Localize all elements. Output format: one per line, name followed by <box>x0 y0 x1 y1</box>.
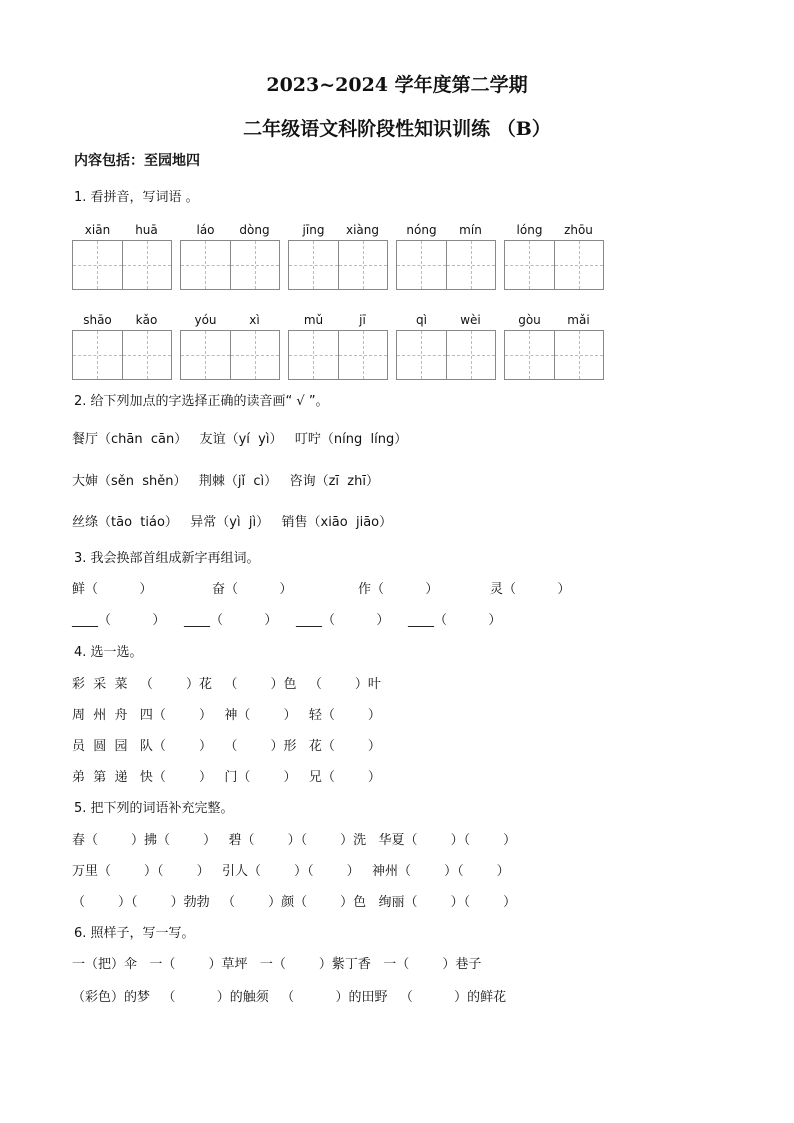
pinyin-label: mǎi <box>567 313 590 327</box>
pinyin-label: jīng <box>302 223 325 237</box>
pinyin-label: huā <box>135 223 158 237</box>
q3-char: 鲜（ ） <box>72 582 153 597</box>
writing-grid[interactable] <box>72 240 172 290</box>
q2-line: 餐厅（chān cān） 友谊（yí yì） 叮咛（níng líng） <box>72 432 408 447</box>
pinyin-label: wèi <box>460 313 481 327</box>
pinyin-label: nóng <box>406 223 437 237</box>
q5-line: 春（ ）拂（ ） 碧（ ）（ ）洗 华夏（ ）（ ） <box>72 833 517 848</box>
q5-line: 万里（ ）（ ） 引人（ ）（ ） 神州（ ）（ ） <box>72 864 510 879</box>
q4-line: 彩 采 菜 （ ）花 （ ）色 （ ）叶 <box>72 677 381 692</box>
content-scope: 内容包括：至园地四 <box>74 153 200 169</box>
q6-line: 一（把）伞 一（ ）草坪 一（ ）紫丁香 一（ ）巷子 <box>72 957 482 972</box>
pinyin-label: xiàng <box>345 223 379 237</box>
q4-line: 员 圆 园 队（ ） （ ）形 花（ ） <box>72 739 381 754</box>
writing-grid[interactable] <box>180 330 280 380</box>
pinyin-label: láo <box>196 223 215 237</box>
pinyin-label: zhōu <box>564 223 593 237</box>
pinyin-label: lóng <box>516 223 543 237</box>
pinyin-label: shāo <box>83 313 112 327</box>
pinyin-label: mǔ <box>303 313 324 327</box>
page-title-test: 二年级语文科阶段性知识训练 （B） <box>243 118 551 140</box>
q6-label: 6. 照样子，写一写。 <box>74 926 195 941</box>
q3-char: 作（ ） <box>358 582 439 597</box>
pinyin-label: dòng <box>239 223 270 237</box>
pinyin-label: gòu <box>518 313 541 327</box>
writing-grid[interactable] <box>72 330 172 380</box>
q3-blank: ____（ ） <box>408 613 502 628</box>
writing-grid[interactable] <box>180 240 280 290</box>
q2-line: 大婶（sěn shěn） 荆棘（jǐ cì） 咨询（zī zhī） <box>72 474 379 489</box>
q1-label: 1. 看拼音，写词语 。 <box>74 190 199 205</box>
page-title-year: 2023~2024 学年度第二学期 <box>266 74 528 96</box>
q4-line: 周 州 舟 四（ ） 神（ ） 轻（ ） <box>72 708 381 723</box>
q3-char: 灵（ ） <box>490 582 571 597</box>
writing-grid[interactable] <box>288 330 388 380</box>
q3-label: 3. 我会换部首组成新字再组词。 <box>74 551 260 566</box>
q3-blank: ____（ ） <box>72 613 166 628</box>
q6-line: （彩色）的梦 （ ）的触须 （ ）的田野 （ ）的鲜花 <box>72 990 507 1005</box>
pinyin-label: kǎo <box>135 313 158 327</box>
q2-label: 2. 给下列加点的字选择正确的读音画“ √ ”。 <box>74 394 329 409</box>
pinyin-label: xiān <box>84 223 111 237</box>
writing-grid[interactable] <box>396 330 496 380</box>
q5-label: 5. 把下列的词语补充完整。 <box>74 801 234 816</box>
q2-line: 丝绦（tāo tiáo） 异常（yì jì） 销售（xiāo jiāo） <box>72 515 393 530</box>
pinyin-label: mín <box>459 223 482 237</box>
q4-line: 弟 第 递 快（ ） 门（ ） 兄（ ） <box>72 770 381 785</box>
pinyin-label: xì <box>249 313 260 327</box>
writing-grid[interactable] <box>288 240 388 290</box>
q3-blank: ____（ ） <box>296 613 390 628</box>
q3-char: 奋（ ） <box>212 582 293 597</box>
writing-grid[interactable] <box>504 330 604 380</box>
q4-label: 4. 选一选。 <box>74 645 143 660</box>
q5-line: （ ）（ ）勃勃 （ ）颜（ ）色 绚丽（ ）（ ） <box>72 895 517 910</box>
q3-blank: ____（ ） <box>184 613 278 628</box>
pinyin-label: jī <box>359 313 366 327</box>
writing-grid[interactable] <box>504 240 604 290</box>
pinyin-label: yóu <box>194 313 217 327</box>
writing-grid[interactable] <box>396 240 496 290</box>
pinyin-label: qì <box>416 313 427 327</box>
